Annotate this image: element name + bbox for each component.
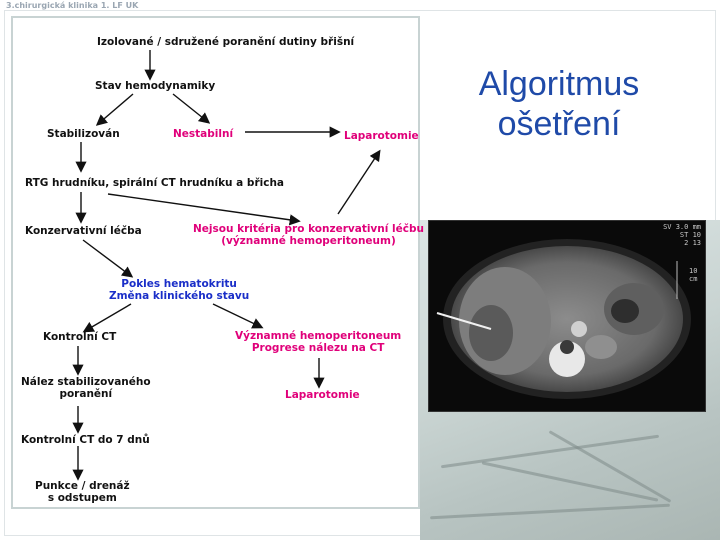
node-laparotomy: Laparotomie [344, 130, 419, 142]
ct-label-1: SV 3.0 mm [663, 223, 701, 231]
instrument-line [482, 461, 659, 501]
spinal-canal [560, 340, 574, 354]
aorta [571, 321, 587, 337]
node-stabilized-finding-line2: poranění [59, 388, 113, 400]
node-stabilized-finding-line1: Nález stabilizovaného [21, 376, 151, 388]
node-ct-scan: RTG hrudníku, spirální CT hrudníku a břicha [25, 177, 285, 189]
node-hemoperitoneum-line1: Významné hemoperitoneum [235, 330, 402, 342]
node-stabilized: Stabilizován [47, 128, 120, 140]
arrow-to-significant-hemoperitoneum [213, 304, 261, 327]
title-line-1: Algoritmus [478, 65, 640, 103]
arrow-to-unstable [173, 94, 208, 122]
ct-scan-drawing [429, 221, 705, 411]
node-hematocrit-line2: Změna klinického stavu [109, 290, 250, 302]
bowel-gas [611, 299, 639, 323]
node-control-ct: Kontrolní CT [43, 331, 117, 343]
arrow-to-hematocrit-drop [83, 240, 131, 276]
node-drainage [35, 480, 130, 504]
slide-title [434, 64, 684, 144]
arrow-to-criteria [108, 194, 298, 221]
node-drainage-line2: s odstupem [47, 492, 117, 504]
node-no-criteria-line1: Nejsou kritéria pro konzervativní léčbu [193, 223, 424, 235]
ct-label-3: 2 13 [684, 239, 701, 247]
ct-scale-label: 10 cm [689, 267, 698, 283]
ct-label-2: ST 10 [679, 231, 701, 239]
node-stabilized-finding [21, 376, 151, 400]
ct-scan-image [428, 220, 706, 412]
kidney [585, 335, 617, 359]
instrument-line [441, 435, 659, 469]
node-significant-hemoperitoneum [235, 330, 401, 354]
title-line-2: ošetření [497, 105, 621, 143]
node-hematocrit-line1: Pokles hematokritu [121, 278, 237, 290]
instrument-line [430, 504, 670, 520]
flowchart-panel [11, 16, 424, 509]
node-injury: Izolované / sdružené poranění dutiny břišní [97, 36, 355, 48]
institution-header: 3.chirurgická klinika 1. LF UK [6, 1, 139, 10]
arrow-to-control-ct [85, 304, 131, 331]
node-control-ct-7-days: Kontrolní CT do 7 dnů [21, 434, 150, 446]
node-drainage-line1: Punkce / drenáž [35, 480, 130, 492]
node-no-criteria-line2: (významné hemoperitoneum) [221, 235, 396, 247]
arrow-to-stabilized [98, 94, 133, 124]
node-no-criteria [193, 223, 424, 247]
node-laparotomy-2: Laparotomie [285, 389, 360, 401]
node-conservative: Konzervativní léčba [25, 225, 142, 237]
node-hematocrit-drop [109, 278, 249, 302]
arrow-criteria-to-laparotomy [338, 152, 379, 214]
node-hemodynamics: Stav hemodynamiky [95, 80, 216, 92]
liver-lesion [469, 305, 513, 361]
node-hemoperitoneum-line2: Progrese nálezu na CT [251, 342, 385, 354]
node-unstable: Nestabilní [173, 128, 234, 140]
